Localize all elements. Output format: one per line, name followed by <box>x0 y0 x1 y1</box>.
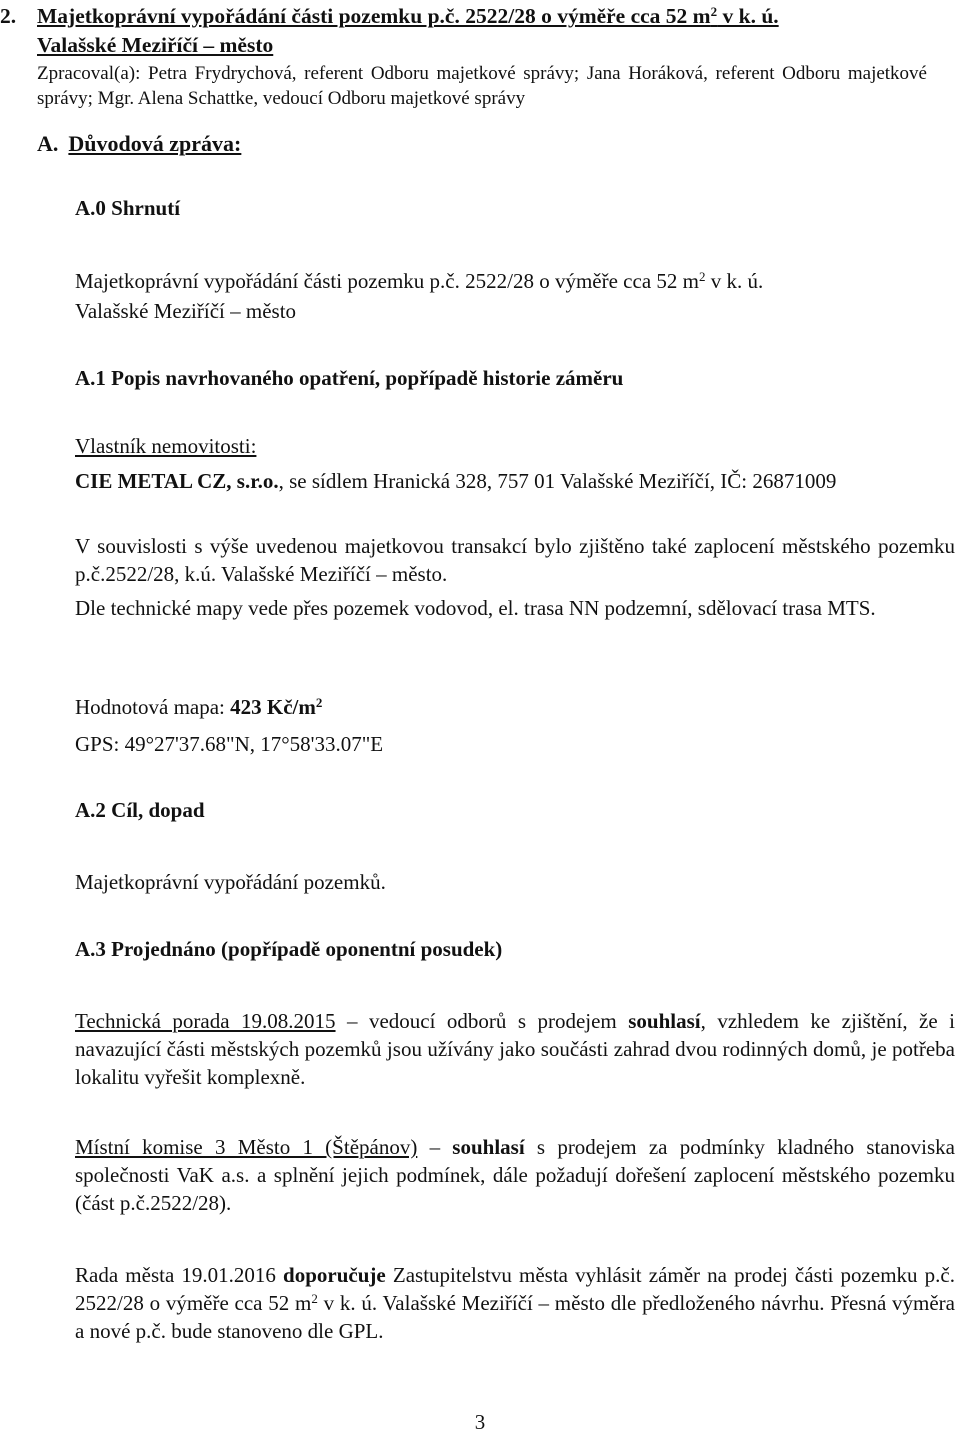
owner-label: Vlastník nemovitosti: <box>75 434 257 458</box>
a2-text: Majetkoprávní vypořádání pozemků. <box>75 870 386 894</box>
a3-paragraph-technical-meeting: Technická porada 19.08.2015 – vedoucí odborů s prodejem souhlasí, vzhledem ke zjištění, že i navazující části městských pozemků jsou užívány jako součásti zahrad dvou rodinných domů, je potřeba lokalitu vyřešit komplexně. <box>75 1009 955 1089</box>
a1-paragraph-2: Dle technické mapy vede přes pozemek vodovod, el. trasa NN podzemní, sdělovací trasa MTS. <box>75 596 876 620</box>
item-heading <box>0 2 935 60</box>
owner-name: CIE METAL CZ, s.r.o. <box>75 469 279 493</box>
section-a-heading: A. Důvodová zpráva: <box>37 131 242 156</box>
owner-info: CIE METAL CZ, s.r.o., se sídlem Hranická 328, 757 01 Valašské Meziříčí, IČ: 26871009 <box>75 469 837 493</box>
item-title-line2: Valašské Meziříčí – město <box>37 33 274 57</box>
a3-paragraph-council: Rada města 19.01.2016 doporučuje Zastupitelstvu města vyhlásit záměr na prodej části pozemku p.č. 2522/28 o výměře cca 52 $m^2$ v k. ú. Valašské Meziříčí – město dle předloženého návrhu. Přesná výměra a nové p.č. bude stanoveno dle GPL. <box>75 1263 955 1343</box>
a1-heading: A.1 Popis navrhovaného opatření, popřípadě historie záměru <box>75 366 624 390</box>
prepared-by: Zpracoval(a): Petra Frydrychová, referent Odboru majetkové správy; Jana Horáková, referent Odboru majetkové správy; Mgr. Alena Schattke, vedoucí Odboru majetkové správy <box>37 63 927 109</box>
value-map: Hodnotová mapa: 423 $Kč/m^2$ <box>75 695 323 719</box>
page-number: 3 <box>474 1410 486 1434</box>
a1-paragraph-1: V souvislosti s výše uvedenou majetkovou transakcí bylo zjištěno také zaplocení městského pozemku p.č.2522/28, k.ú. Valašské Meziříčí – město. <box>75 534 955 586</box>
item-number: 2. <box>0 4 17 28</box>
value-map-value: 423 $Kč/m^2$ <box>230 695 323 719</box>
a0-summary: Majetkoprávní vypořádání části pozemku p.č. 2522/28 o výměře cca 52 $m^2$ v k. ú. Valašské Meziříčí – město <box>75 269 764 323</box>
item-title-line1: Majetkoprávní vypořádání části pozemku p.č. 2522/28 o výměře cca 52 $m^2$ v k. ú. <box>37 4 779 28</box>
a0-heading: A.0 Shrnutí <box>75 196 181 220</box>
gps-coordinates: GPS: 49°27'37.68"N, 17°58'33.07"E <box>75 732 384 756</box>
a2-heading: A.2 Cíl, dopad <box>75 798 205 822</box>
a3-paragraph-local-committee: Místní komise 3 Město 1 (Štěpánov) – souhlasí s prodejem za podmínky kladného stanoviska společnosti VaK a.s. a splnění jejich podmínek, dále požadují dořešení zaplocení městského pozemku (část p.č.2522/28). <box>75 1135 955 1215</box>
a3-heading: A.3 Projednáno (popřípadě oponentní posudek) <box>75 937 503 961</box>
